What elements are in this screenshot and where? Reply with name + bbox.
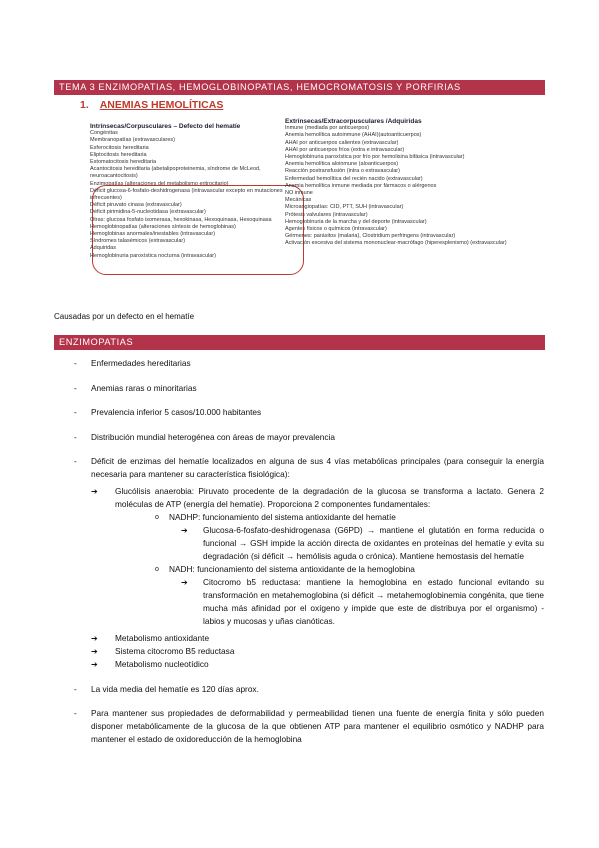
figure-left-list	[90, 130, 300, 260]
list-item: - Prevalencia inferior 5 casos/10.000 habitantes	[54, 406, 544, 419]
figure-list-item: Inmune (mediada por anticuerpos)	[285, 125, 370, 132]
list-item	[54, 455, 544, 671]
section-band-enzimopatias: ENZIMOPATIAS	[54, 335, 545, 350]
figure-list-item: Síndromes talasémicos (extravascular)	[90, 238, 186, 245]
classification-figure	[80, 118, 540, 278]
figure-list-item: Anemia hemolítica inmune mediada por fármacos o alérgenos	[285, 182, 437, 189]
figure-list-item: Enfermedad hemolítica del recién nacido (extravascular)	[285, 175, 423, 182]
figure-list-item: Anemia hemolítica aloinmune (aloanticuerpos)	[285, 161, 399, 168]
arrow-item-text: ➔ Glucólisis anaerobia: Piruvato procedente de la degradación de la glucosa se transforma a lactato. Genera 2 moléculas de ATP (energía del hematíe). Proporciona 2 componentes fundamentales:	[115, 486, 544, 509]
arrow-item: ➔ Metabolismo antioxidante	[91, 632, 544, 645]
figure-list-item: Hemoglobinuria paroxística nocturna (intravascular)	[90, 252, 216, 259]
arrow-item	[91, 485, 544, 628]
figure-list-item: Hemoglobinuria paroxística por frío por hemolisina bifásica (intravascular)	[285, 154, 465, 161]
figure-list-item: Prótesis valvulares (intravascular)	[285, 211, 368, 218]
sub-arrow-item: ➔ Citocromo b5 reductasa: mantiene la hemoglobina en estado funcional evitando su transformación en metahemoglobina (si déficit → metahemoglobinemia congénita, que tiene mucha más afinidad por el oxígeno y impide que este de distribuya por el organismo) - labios y mucosas y uñas cianóticas.	[181, 576, 544, 628]
figure-list-item: Eliptocitosis hereditaria	[90, 151, 147, 158]
sub-item: o NADHP: funcionamiento del sistema antioxidante del hematíe	[155, 511, 544, 524]
figure-list-item: Anemia hemolítica autoinmune (AHAI)(autoanticuerpos)	[285, 132, 422, 139]
list-item: - Enfermedades hereditarias	[54, 357, 544, 370]
figure-list-item: Déficit pirimidina-5-nucleotidasa (extravascular)	[90, 209, 206, 216]
figure-list-item: Membranopatías (extravasculares)	[90, 137, 175, 144]
list-item-text: - Déficit de enzimas del hematíe localizados en alguna de sus 4 vías metabólicas principales (para conseguir la energía necesaria para mantener su característica fisiológica):	[91, 456, 544, 479]
list-item: - Para mantener sus propiedades de deformabilidad y permeabilidad tienen una fuente de energía finita y sólo pueden disponer metabólicamente de la glucosa de la que obtienen ATP para mantener el equilibrio osmótico y NADHP para mantener el estado de oxidoreducción de la hemoglobina	[54, 707, 544, 746]
figure-list-item: Acantocitosis hereditaria (abetalipoproteinemia, síndrome de McLeod, neuroacantocitosis)	[90, 166, 261, 180]
figure-list-item: Agentes físicos o químicos (intravascular)	[285, 226, 387, 233]
figure-list-item: Mecánicas	[285, 197, 312, 204]
figure-list-item: Hemoglobinas anormales/inestables (intravascular)	[90, 231, 216, 238]
figure-list-item: Otras: glucosa fosfato isomerasa, hexokinasa, Hexoquinasa, Hexoquinasa	[90, 216, 272, 223]
figure-list-item: NO inmune	[285, 190, 313, 197]
sub-arrow-item: ➔ Glucosa-6-fosfato-deshidrogenasa (G6PD) → mantiene el glutatión en forma reducida o funcional → GSH impide la acción directa de oxidantes en proteínas del hematíe y evita su degradación (si déficit → hemólisis aguda o crónica). Mantiene hemostasis del hematíe	[181, 524, 544, 563]
figure-right-list	[285, 125, 535, 247]
figure-caption: Causadas por un defecto en el hematíe	[54, 312, 195, 321]
figure-list-item: Hemoglobinopatías (alteraciones síntesis de hemoglobinas)	[90, 223, 236, 230]
figure-list-item: Microangiopatías: CID, PTT, SUH (intravascular)	[285, 204, 404, 211]
list-item: - Anemias raras o minoritarias	[54, 382, 544, 395]
figure-list-item: Estomatocitosis hereditaria	[90, 159, 157, 166]
bullet-list	[54, 357, 544, 758]
section-heading	[80, 99, 223, 111]
section-title: ANEMIAS HEMOLÍTICAS	[99, 99, 224, 111]
section-number: 1.	[80, 99, 89, 111]
figure-list-item: AHAI por anticuerpos calientes (extravascular)	[285, 139, 399, 146]
figure-list-item: Congénitas	[90, 130, 118, 137]
figure-list-item: AHAI por anticuerpos fríos (extra e intravascular)	[285, 146, 405, 153]
figure-list-item: Hemoglobinuria de la marcha y del deporte (intravascular)	[285, 218, 427, 225]
list-item: - La vida media del hematíe es 120 días aprox.	[54, 683, 544, 696]
figure-list-item: Adquiridas	[90, 245, 116, 252]
figure-list-item: Enzimopatías (alteraciones del metabolismo eritrocitario)	[90, 180, 229, 187]
figure-list-item: Activación excesiva del sistema mononuclear-macrófago (hiperesplenismo) (extravascular)	[285, 240, 507, 247]
figure-list-item: Déficit piruvato cinasa (extravascular)	[90, 202, 182, 209]
figure-list-item: Esferocitosis hereditaria	[90, 144, 149, 151]
arrow-item: ➔ Metabolismo nucleotídico	[91, 658, 544, 671]
figure-list-item: Gérmenes: parásitos (malaria), Clostridium perfringens (intravascular)	[285, 233, 456, 240]
figure-list-item: Déficit glucosa-6-fosfato-deshidrogenasa (intravascular excepto en mutaciones infrecuentes)	[90, 187, 283, 202]
figure-left-column	[90, 123, 300, 260]
list-item: - Distribución mundial heterogénea con áreas de mayor prevalencia	[54, 431, 544, 444]
figure-list-item: Reacción postransfusión (intra o extravascular)	[285, 168, 400, 175]
figure-right-title: Extrínsecas/Extracorpusculares /Adquiridas	[285, 118, 422, 125]
figure-right-column	[285, 118, 535, 248]
figure-left-title: Intrínsecas/Corpusculares – Defecto del hematíe	[90, 123, 241, 130]
document-title-band: TEMA 3 ENZIMOPATIAS, HEMOGLOBINOPATIAS, HEMOCROMATOSIS Y PORFIRIAS	[54, 80, 545, 95]
sub-item: o NADH: funcionamiento del sistema antioxidante de la hemoglobina	[155, 563, 544, 576]
arrow-item: ➔ Sistema citocromo B5 reductasa	[91, 645, 544, 658]
